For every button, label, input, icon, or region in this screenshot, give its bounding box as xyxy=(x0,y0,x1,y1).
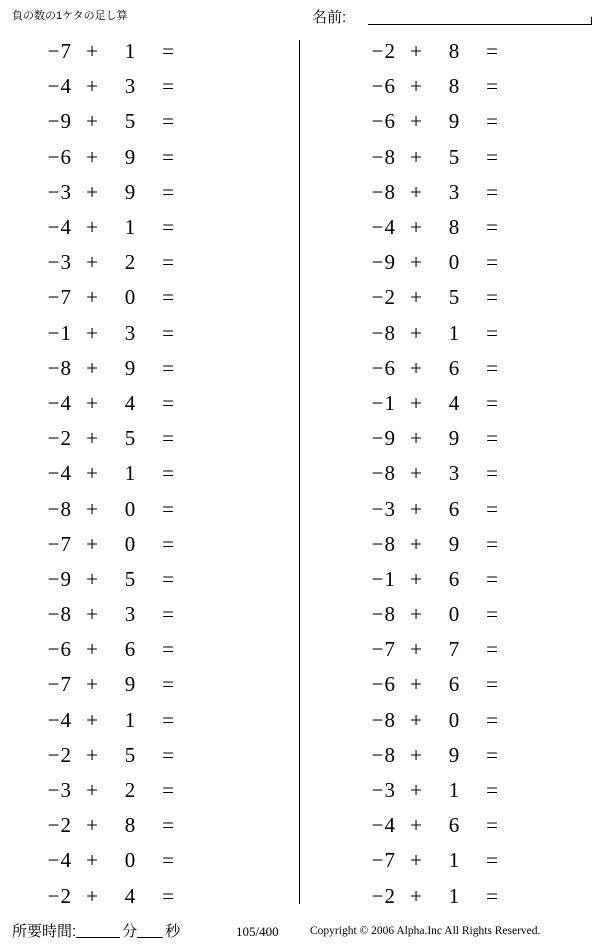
plus-icon: + xyxy=(86,390,98,415)
problem-row xyxy=(300,632,600,667)
seconds-write-line[interactable] xyxy=(137,923,163,938)
plus-icon: + xyxy=(86,778,98,803)
elapsed-time-label: 所要時間: xyxy=(12,923,77,940)
plus-icon: + xyxy=(410,742,422,767)
operand-b: 4 xyxy=(124,390,136,415)
operand-a: −8 xyxy=(371,461,396,486)
operand-a: −3 xyxy=(47,179,72,204)
operand-b: 1 xyxy=(124,215,136,240)
operand-b: 9 xyxy=(124,355,136,380)
equals-icon: = xyxy=(162,39,174,64)
problem-column-left xyxy=(0,34,300,914)
operand-b: 0 xyxy=(124,848,136,873)
operand-a: −8 xyxy=(47,602,72,627)
problem-row xyxy=(0,140,300,175)
operand-b: 2 xyxy=(124,778,136,803)
operand-a: −8 xyxy=(47,355,72,380)
plus-icon: + xyxy=(410,109,422,134)
page-number: 105/400 xyxy=(236,924,279,939)
problem-row xyxy=(0,808,300,843)
equals-icon: = xyxy=(162,672,174,697)
plus-icon: + xyxy=(86,215,98,240)
equals-icon: = xyxy=(486,179,498,204)
name-field-block xyxy=(312,4,592,28)
operand-a: −4 xyxy=(47,390,72,415)
operand-a: −2 xyxy=(47,813,72,838)
operand-a: −4 xyxy=(47,215,72,240)
problem-row xyxy=(300,843,600,878)
equals-icon: = xyxy=(162,566,174,591)
equals-icon: = xyxy=(486,144,498,169)
problem-row xyxy=(0,738,300,773)
operand-b: 6 xyxy=(448,496,460,521)
problem-column-right xyxy=(300,34,600,914)
plus-icon: + xyxy=(410,496,422,521)
operand-b: 1 xyxy=(124,707,136,732)
plus-icon: + xyxy=(86,250,98,275)
plus-icon: + xyxy=(410,426,422,451)
operand-a: −4 xyxy=(47,74,72,99)
equals-icon: = xyxy=(486,285,498,310)
equals-icon: = xyxy=(162,883,174,908)
equals-icon: = xyxy=(162,355,174,380)
operand-a: −9 xyxy=(47,566,72,591)
operand-a: −8 xyxy=(371,602,396,627)
problem-row xyxy=(300,140,600,175)
operand-b: 6 xyxy=(448,672,460,697)
name-label: 名前: xyxy=(312,9,347,26)
plus-icon: + xyxy=(410,74,422,99)
operand-a: −9 xyxy=(47,109,72,134)
problem-row xyxy=(300,104,600,139)
problem-row xyxy=(300,245,600,280)
plus-icon: + xyxy=(86,602,98,627)
equals-icon: = xyxy=(486,531,498,556)
equals-icon: = xyxy=(486,566,498,591)
problem-row xyxy=(0,210,300,245)
plus-icon: + xyxy=(86,742,98,767)
plus-icon: + xyxy=(410,285,422,310)
equals-icon: = xyxy=(486,778,498,803)
operand-a: −8 xyxy=(371,144,396,169)
operand-a: −6 xyxy=(371,109,396,134)
problem-row xyxy=(0,386,300,421)
operand-b: 9 xyxy=(448,109,460,134)
plus-icon: + xyxy=(86,74,98,99)
worksheet-title: 負の数の1ケタの足し算 xyxy=(12,10,128,22)
plus-icon: + xyxy=(86,39,98,64)
problem-row xyxy=(0,104,300,139)
operand-b: 3 xyxy=(124,320,136,345)
operand-a: −8 xyxy=(371,320,396,345)
operand-b: 6 xyxy=(448,355,460,380)
plus-icon: + xyxy=(86,566,98,591)
operand-b: 9 xyxy=(124,672,136,697)
operand-b: 8 xyxy=(448,215,460,240)
operand-a: −4 xyxy=(371,813,396,838)
operand-b: 1 xyxy=(448,320,460,345)
operand-b: 9 xyxy=(124,179,136,204)
equals-icon: = xyxy=(486,496,498,521)
plus-icon: + xyxy=(86,707,98,732)
plus-icon: + xyxy=(86,144,98,169)
plus-icon: + xyxy=(86,461,98,486)
operand-a: −8 xyxy=(47,496,72,521)
operand-a: −6 xyxy=(47,637,72,662)
operand-b: 2 xyxy=(124,250,136,275)
operand-a: −2 xyxy=(371,883,396,908)
equals-icon: = xyxy=(162,285,174,310)
operand-a: −7 xyxy=(47,39,72,64)
equals-icon: = xyxy=(486,109,498,134)
plus-icon: + xyxy=(86,672,98,697)
operand-b: 3 xyxy=(124,602,136,627)
problem-row xyxy=(300,456,600,491)
operand-a: −8 xyxy=(371,742,396,767)
equals-icon: = xyxy=(486,742,498,767)
operand-b: 1 xyxy=(448,883,460,908)
operand-a: −7 xyxy=(47,531,72,556)
operand-a: −3 xyxy=(371,778,396,803)
plus-icon: + xyxy=(410,813,422,838)
operand-b: 9 xyxy=(124,144,136,169)
operand-a: −8 xyxy=(371,531,396,556)
problem-row xyxy=(300,773,600,808)
problem-row xyxy=(0,703,300,738)
equals-icon: = xyxy=(162,778,174,803)
operand-a: −7 xyxy=(47,285,72,310)
plus-icon: + xyxy=(86,320,98,345)
plus-icon: + xyxy=(86,426,98,451)
equals-icon: = xyxy=(162,602,174,627)
operand-b: 0 xyxy=(448,250,460,275)
operand-a: −4 xyxy=(47,461,72,486)
problem-row xyxy=(300,527,600,562)
operand-b: 7 xyxy=(448,637,460,662)
operand-b: 8 xyxy=(448,39,460,64)
seconds-unit-label: 秒 xyxy=(165,923,181,940)
equals-icon: = xyxy=(486,672,498,697)
operand-a: −1 xyxy=(371,390,396,415)
plus-icon: + xyxy=(410,531,422,556)
equals-icon: = xyxy=(162,250,174,275)
copyright-notice: Copyright © 2006 Alpha.Inc All Rights Reserved. xyxy=(310,925,541,937)
equals-icon: = xyxy=(162,496,174,521)
equals-icon: = xyxy=(486,250,498,275)
operand-b: 0 xyxy=(448,707,460,732)
plus-icon: + xyxy=(86,496,98,521)
problem-row xyxy=(300,738,600,773)
operand-a: −8 xyxy=(371,179,396,204)
operand-b: 6 xyxy=(448,813,460,838)
operand-b: 1 xyxy=(124,39,136,64)
plus-icon: + xyxy=(410,707,422,732)
plus-icon: + xyxy=(86,285,98,310)
operand-b: 5 xyxy=(448,144,460,169)
problem-row xyxy=(300,386,600,421)
problem-row xyxy=(300,210,600,245)
worksheet-header xyxy=(0,0,600,32)
operand-b: 0 xyxy=(448,602,460,627)
problem-row xyxy=(300,597,600,632)
equals-icon: = xyxy=(162,215,174,240)
problem-row xyxy=(0,491,300,526)
elapsed-time-block xyxy=(12,920,180,941)
operand-b: 5 xyxy=(124,109,136,134)
operand-a: −2 xyxy=(47,426,72,451)
problem-row xyxy=(300,69,600,104)
operand-b: 8 xyxy=(448,74,460,99)
operand-a: −4 xyxy=(47,707,72,732)
problem-row xyxy=(0,316,300,351)
problem-row xyxy=(0,773,300,808)
problem-columns xyxy=(0,34,600,914)
problem-row xyxy=(0,351,300,386)
problem-row xyxy=(0,632,300,667)
problem-row xyxy=(0,879,300,914)
operand-a: −6 xyxy=(371,672,396,697)
operand-a: −9 xyxy=(371,426,396,451)
problem-row xyxy=(300,879,600,914)
equals-icon: = xyxy=(162,461,174,486)
operand-a: −4 xyxy=(47,848,72,873)
problem-row xyxy=(300,491,600,526)
equals-icon: = xyxy=(486,39,498,64)
plus-icon: + xyxy=(410,179,422,204)
operand-b: 1 xyxy=(448,848,460,873)
plus-icon: + xyxy=(86,883,98,908)
plus-icon: + xyxy=(86,531,98,556)
plus-icon: + xyxy=(410,215,422,240)
problem-row xyxy=(300,703,600,738)
problem-row xyxy=(300,808,600,843)
operand-a: −3 xyxy=(47,778,72,803)
problem-row xyxy=(300,351,600,386)
equals-icon: = xyxy=(162,109,174,134)
equals-icon: = xyxy=(162,531,174,556)
operand-a: −1 xyxy=(371,566,396,591)
equals-icon: = xyxy=(486,390,498,415)
problem-row xyxy=(300,562,600,597)
plus-icon: + xyxy=(86,637,98,662)
operand-a: −7 xyxy=(371,848,396,873)
problem-row xyxy=(300,667,600,702)
problem-row xyxy=(300,280,600,315)
problem-row xyxy=(300,316,600,351)
worksheet-footer xyxy=(0,912,600,952)
problem-row xyxy=(300,175,600,210)
equals-icon: = xyxy=(486,355,498,380)
operand-a: −6 xyxy=(371,355,396,380)
plus-icon: + xyxy=(410,144,422,169)
plus-icon: + xyxy=(410,461,422,486)
operand-b: 5 xyxy=(124,742,136,767)
operand-a: −2 xyxy=(371,285,396,310)
operand-b: 6 xyxy=(448,566,460,591)
plus-icon: + xyxy=(86,109,98,134)
equals-icon: = xyxy=(486,461,498,486)
problem-row xyxy=(300,421,600,456)
problem-list-right xyxy=(300,34,600,914)
operand-b: 9 xyxy=(448,742,460,767)
operand-a: −2 xyxy=(47,883,72,908)
problem-row xyxy=(0,69,300,104)
equals-icon: = xyxy=(486,637,498,662)
operand-a: −3 xyxy=(371,496,396,521)
problem-row xyxy=(0,456,300,491)
equals-icon: = xyxy=(486,320,498,345)
plus-icon: + xyxy=(410,320,422,345)
equals-icon: = xyxy=(162,320,174,345)
equals-icon: = xyxy=(162,637,174,662)
equals-icon: = xyxy=(486,426,498,451)
plus-icon: + xyxy=(410,390,422,415)
equals-icon: = xyxy=(162,144,174,169)
operand-b: 3 xyxy=(448,461,460,486)
equals-icon: = xyxy=(162,390,174,415)
equals-icon: = xyxy=(162,179,174,204)
operand-b: 0 xyxy=(124,496,136,521)
problem-row xyxy=(0,597,300,632)
operand-b: 6 xyxy=(124,637,136,662)
equals-icon: = xyxy=(486,707,498,732)
operand-a: −3 xyxy=(47,250,72,275)
operand-b: 5 xyxy=(448,285,460,310)
problem-list-left xyxy=(0,34,300,914)
operand-a: −1 xyxy=(47,320,72,345)
minutes-unit-label: 分 xyxy=(122,923,138,940)
operand-b: 4 xyxy=(448,390,460,415)
plus-icon: + xyxy=(410,637,422,662)
operand-b: 3 xyxy=(124,74,136,99)
operand-b: 1 xyxy=(124,461,136,486)
plus-icon: + xyxy=(410,672,422,697)
operand-b: 3 xyxy=(448,179,460,204)
operand-b: 8 xyxy=(124,813,136,838)
operand-b: 5 xyxy=(124,566,136,591)
plus-icon: + xyxy=(410,883,422,908)
plus-icon: + xyxy=(86,179,98,204)
equals-icon: = xyxy=(162,426,174,451)
name-write-line[interactable] xyxy=(368,24,592,25)
equals-icon: = xyxy=(162,742,174,767)
plus-icon: + xyxy=(410,848,422,873)
operand-a: −7 xyxy=(371,637,396,662)
plus-icon: + xyxy=(86,813,98,838)
operand-a: −6 xyxy=(371,74,396,99)
operand-a: −4 xyxy=(371,215,396,240)
operand-b: 0 xyxy=(124,285,136,310)
equals-icon: = xyxy=(486,883,498,908)
problem-row xyxy=(0,667,300,702)
operand-b: 5 xyxy=(124,426,136,451)
plus-icon: + xyxy=(410,355,422,380)
operand-a: −6 xyxy=(47,144,72,169)
equals-icon: = xyxy=(162,74,174,99)
operand-a: −2 xyxy=(47,742,72,767)
problem-row xyxy=(0,280,300,315)
problem-row xyxy=(0,562,300,597)
plus-icon: + xyxy=(410,250,422,275)
minutes-write-line[interactable] xyxy=(76,923,120,938)
operand-a: −7 xyxy=(47,672,72,697)
operand-b: 1 xyxy=(448,778,460,803)
operand-a: −8 xyxy=(371,707,396,732)
problem-row xyxy=(0,175,300,210)
problem-row xyxy=(0,245,300,280)
equals-icon: = xyxy=(486,602,498,627)
equals-icon: = xyxy=(162,848,174,873)
plus-icon: + xyxy=(410,39,422,64)
plus-icon: + xyxy=(86,848,98,873)
operand-a: −2 xyxy=(371,39,396,64)
equals-icon: = xyxy=(162,707,174,732)
plus-icon: + xyxy=(410,778,422,803)
equals-icon: = xyxy=(486,813,498,838)
operand-b: 4 xyxy=(124,883,136,908)
plus-icon: + xyxy=(86,355,98,380)
equals-icon: = xyxy=(486,848,498,873)
problem-row xyxy=(300,34,600,69)
plus-icon: + xyxy=(410,566,422,591)
problem-row xyxy=(0,843,300,878)
operand-b: 9 xyxy=(448,426,460,451)
problem-row xyxy=(0,527,300,562)
equals-icon: = xyxy=(162,813,174,838)
equals-icon: = xyxy=(486,215,498,240)
operand-b: 0 xyxy=(124,531,136,556)
equals-icon: = xyxy=(486,74,498,99)
plus-icon: + xyxy=(410,602,422,627)
problem-row xyxy=(0,34,300,69)
problem-row xyxy=(0,421,300,456)
operand-b: 9 xyxy=(448,531,460,556)
operand-a: −9 xyxy=(371,250,396,275)
